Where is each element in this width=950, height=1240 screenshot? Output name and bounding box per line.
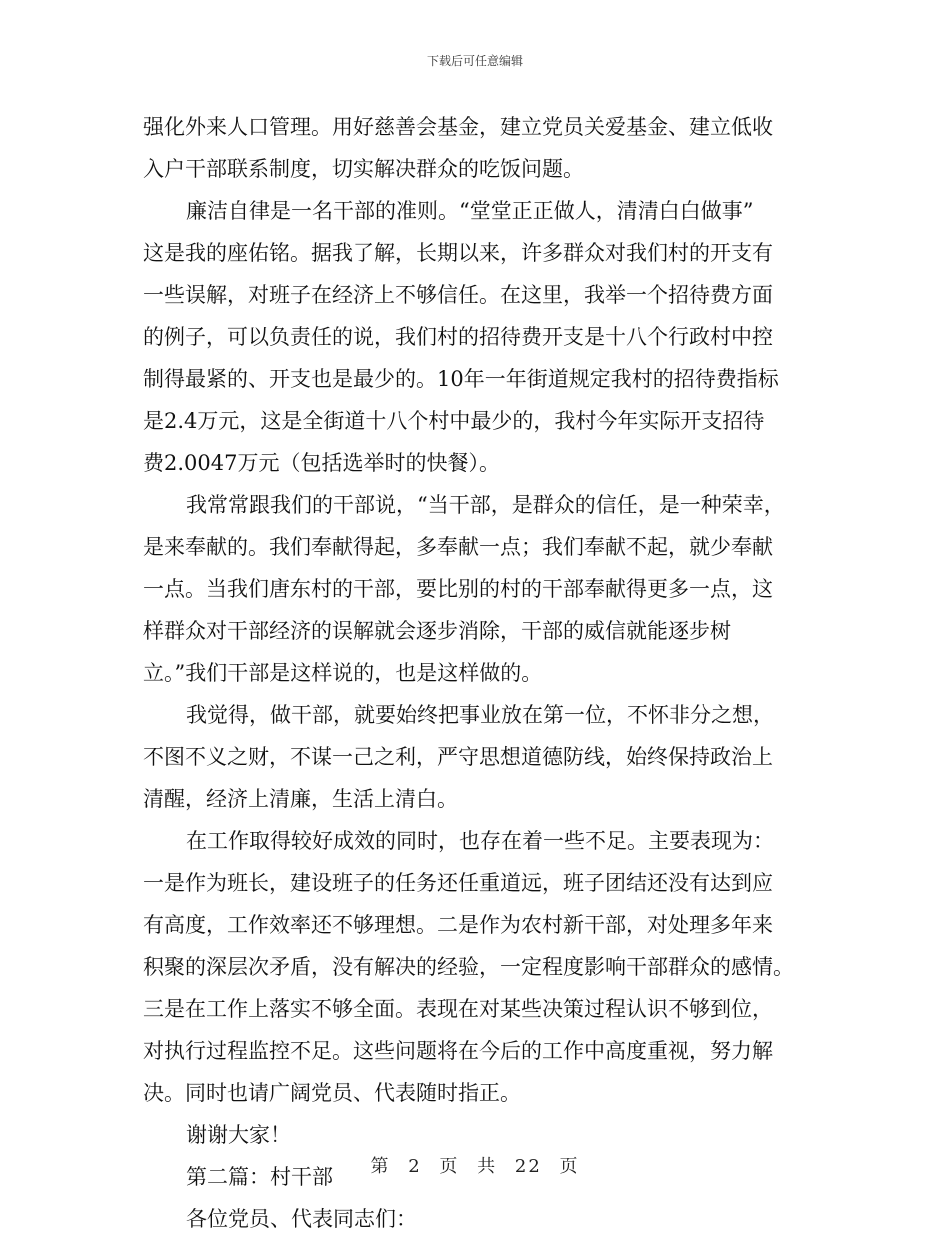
footer-page-word: 页 [439, 1156, 460, 1177]
text-line: 的例子，可以负责任的说，我们村的招待费开支是十八个行政村中控 [143, 325, 773, 349]
footer-suffix: 页 [559, 1156, 580, 1177]
text-line: 我觉得，做干部，就要始终把事业放在第一位，不怀非分之想， [186, 703, 774, 727]
page-footer [0, 1152, 950, 1178]
text-line: 样群众对干部经济的误解就会逐步消除，干部的威信就能逐步树 [143, 619, 731, 643]
text-line: 是来奉献的。我们奉献得起，多奉献一点；我们奉献不起，就少奉献 [143, 535, 773, 559]
text-line: 立。”我们干部是这样说的，也是这样做的。 [143, 661, 543, 685]
text-line: 决。同时也请广阔党员、代表随时指正。 [143, 1081, 521, 1105]
page-header: 下载后可任意编辑 [426, 54, 523, 68]
text-line: 一点。当我们唐东村的干部，要比别的村的干部奉献得更多一点，这 [143, 577, 773, 601]
text-line: 是2.4万元，这是全街道十八个村中最少的，我村今年实际开支招待 [143, 409, 765, 433]
text-line: 制得最紧的、开支也是最少的。10年一年街道规定我村的招待费指标 [143, 367, 779, 391]
text-line: 有高度，工作效率还不够理想。二是作为农村新干部，对处理多年来 [143, 913, 773, 937]
text-line: 积聚的深层次矛盾，没有解决的经验，一定程度影响干部群众的感情。 [143, 955, 794, 979]
text-line: 在工作取得较好成效的同时，也存在着一些不足。主要表现为： [186, 829, 774, 853]
current-page-number: 2 [408, 1156, 422, 1177]
text-line: 谢谢大家！ [186, 1123, 291, 1147]
text-line: 一些误解，对班子在经济上不够信任。在这里，我举一个招待费方面 [143, 283, 773, 307]
text-line: 三是在工作上落实不够全面。表现在对某些决策过程认识不够到位， [143, 997, 773, 1021]
footer-prefix: 第 [370, 1156, 391, 1177]
text-line: 我常常跟我们的干部说，“当干部，是群众的信任，是一种荣幸， [186, 493, 785, 517]
text-line: 清醒，经济上清廉，生活上清白。 [143, 787, 458, 811]
text-line: 入户干部联系制度，切实解决群众的吃饭问题。 [143, 157, 584, 181]
section-heading: 第二篇：村干部 [186, 1165, 333, 1189]
text-line: 这是我的座佑铭。据我了解，长期以来，许多群众对我们村的开支有 [143, 241, 773, 265]
text-line: 强化外来人口管理。用好慈善会基金，建立党员关爱基金、建立低收 [143, 115, 773, 139]
text-line: 廉洁自律是一名干部的准则。“堂堂正正做人，清清白白做事” [186, 199, 754, 223]
total-page-count: 22 [514, 1156, 542, 1177]
text-line: 不图不义之财，不谋一己之利，严守思想道德防线，始终保持政治上 [143, 745, 773, 769]
footer-total-prefix: 共 [477, 1156, 498, 1177]
text-line: 各位党员、代表同志们： [186, 1207, 417, 1231]
body-text [143, 106, 823, 1240]
text-line: 对执行过程监控不足。这些问题将在今后的工作中高度重视，努力解 [143, 1039, 773, 1063]
text-line: 费2.0047万元（包括选举时的快餐）。 [143, 451, 500, 475]
text-line: 一是作为班长，建设班子的任务还任重道远，班子团结还没有达到应 [143, 871, 773, 895]
